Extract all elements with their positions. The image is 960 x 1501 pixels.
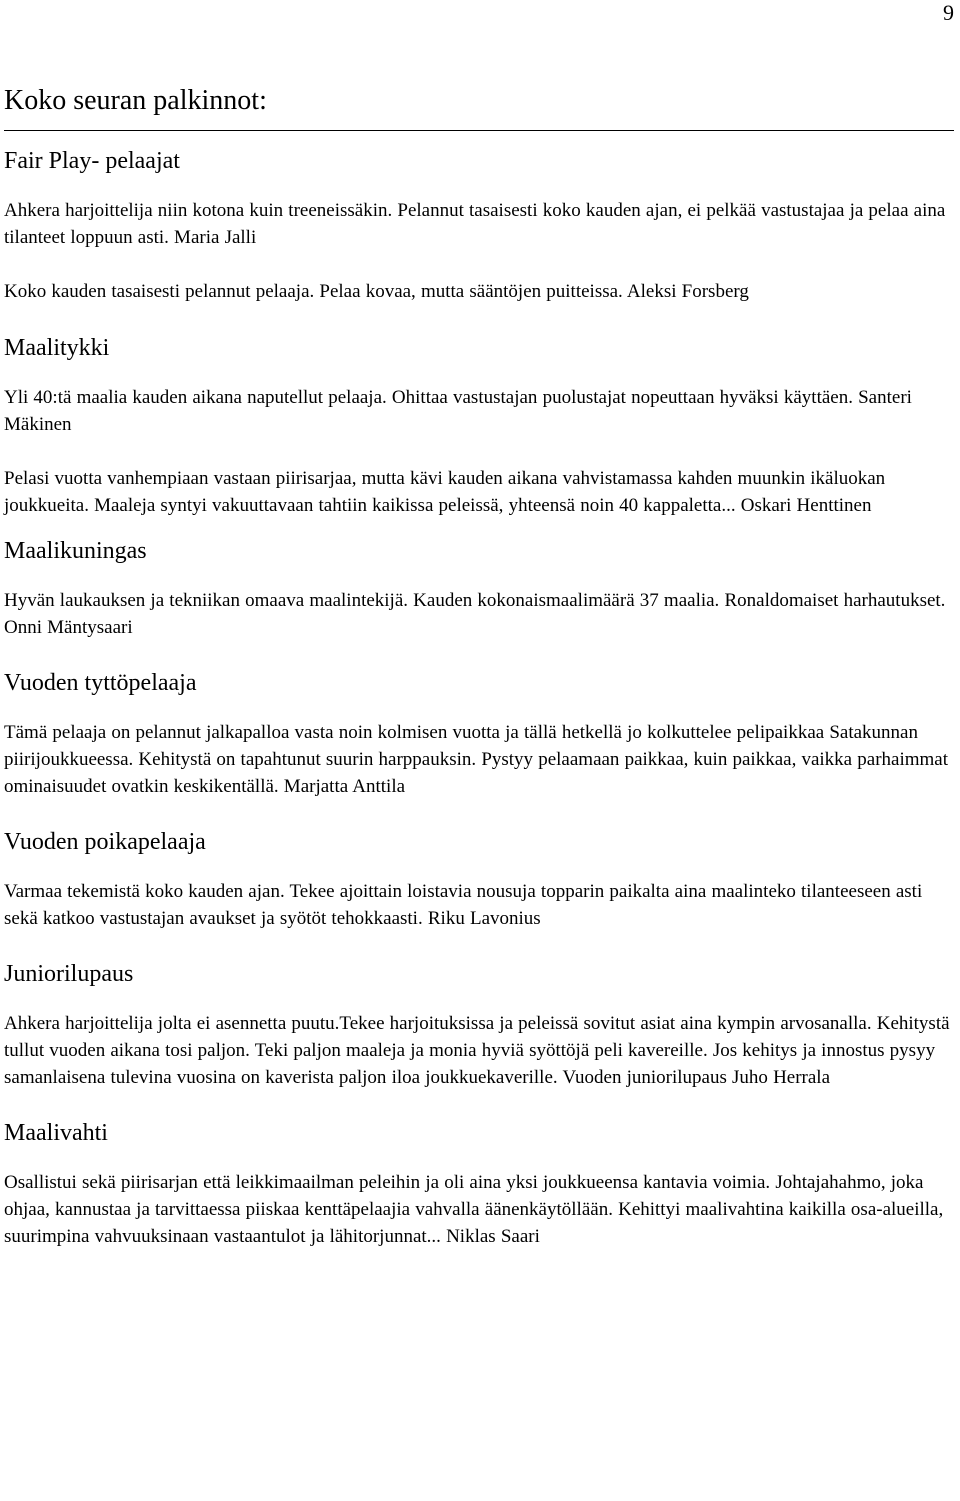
- section-paragraph: Hyvän laukauksen ja tekniikan omaava maalintekijä. Kauden kokonaismaalimäärä 37 maalia. Ronaldomaiset harhautukset. Onni Mäntysaari: [4, 590, 946, 638]
- section-paragraph: Koko kauden tasaisesti pelannut pelaaja. Pelaa kovaa, mutta sääntöjen puitteissa. Aleksi Forsberg: [4, 281, 749, 302]
- section-paragraph: Yli 40:tä maalia kauden aikana naputellut pelaaja. Ohittaa vastustajan puolustajat nopeuttaan hyväksi käyttäen. Santeri Mäkinen: [4, 387, 912, 435]
- section-heading-juniorilupaus: Juniorilupaus: [4, 961, 134, 987]
- section-paragraph: Osallistui sekä piirisarjan että leikkimaailman peleihin ja oli aina yksi joukkueensa kantavia voimia. Johtajahahmo, joka ohjaa, kannustaa ja tarvittaessa piiskaa kenttäpelaajia vahvalla äänenkäytöllään. Kehittyi maalivahtina kaikilla osa-alueilla, suurimpina vahvuuksinaan vastaantulot ja lähitorjunnat... Niklas Saari: [4, 1172, 944, 1247]
- section-heading-vuoden-poikapelaaja: Vuoden poikapelaaja: [4, 829, 206, 855]
- section-paragraph: Tämä pelaaja on pelannut jalkapalloa vasta noin kolmisen vuotta ja tällä hetkellä jo kolkuttelee pelipaikkaa Satakunnan piirijoukkueessa. Kehitystä on tapahtunut suurin harppauksin. Pystyy pelaamaan paikkaa, kuin paikkaa, vaikka parhaimmat ominaisuudet ovatkin keskikentällä. Marjatta Anttila: [4, 722, 949, 797]
- title-underline: [4, 130, 954, 131]
- section-paragraph: Ahkera harjoittelija jolta ei asennetta puutu.Tekee harjoituksissa ja peleissä sovitut asiat aina kympin arvosanalla. Kehitystä tullut vuoden aikana tosi paljon. Teki paljon maaleja ja monia hyviä syöttöjä peli kavereille. Jos kehitys ja innostus pysyy samanlaisena tulevina vuosina on kaverista paljon iloa joukkuekaverille. Vuoden juniorilupaus Juho Herrala: [4, 1013, 950, 1088]
- section-heading-maalivahti: Maalivahti: [4, 1120, 108, 1146]
- section-paragraph: Pelasi vuotta vanhempiaan vastaan piirisarjaa, mutta kävi kauden aikana vahvistamassa kahden muunkin ikäluokan joukkueita. Maaleja syntyi vakuuttavaan tahtiin kaikissa peleissä, yhteensä noin 40 kappaletta... Oskari Henttinen: [4, 468, 886, 516]
- page-title: Koko seuran palkinnot:: [4, 85, 267, 116]
- section-heading-maalikuningas: Maalikuningas: [4, 538, 147, 564]
- section-heading-maalitykki: Maalitykki: [4, 335, 110, 361]
- section-heading-vuoden-tyttopelaaja: Vuoden tyttöpelaaja: [4, 670, 197, 696]
- section-paragraph: Ahkera harjoittelija niin kotona kuin treeneissäkin. Pelannut tasaisesti koko kauden ajan, ei pelkää vastustajaa ja pelaa aina tilanteet loppuun asti. Maria Jalli: [4, 200, 946, 248]
- section-paragraph: Varmaa tekemistä koko kauden ajan. Tekee ajoittain loistavia nousuja topparin paikalta aina maalinteko tilanteeseen asti sekä katkoo vastustajan avaukset ja syötöt tehokkaasti. Riku Lavonius: [4, 881, 923, 929]
- section-heading-fair-play: Fair Play- pelaajat: [4, 148, 180, 174]
- document-body: [4, 82, 956, 1250]
- page-number: 9: [943, 0, 954, 25]
